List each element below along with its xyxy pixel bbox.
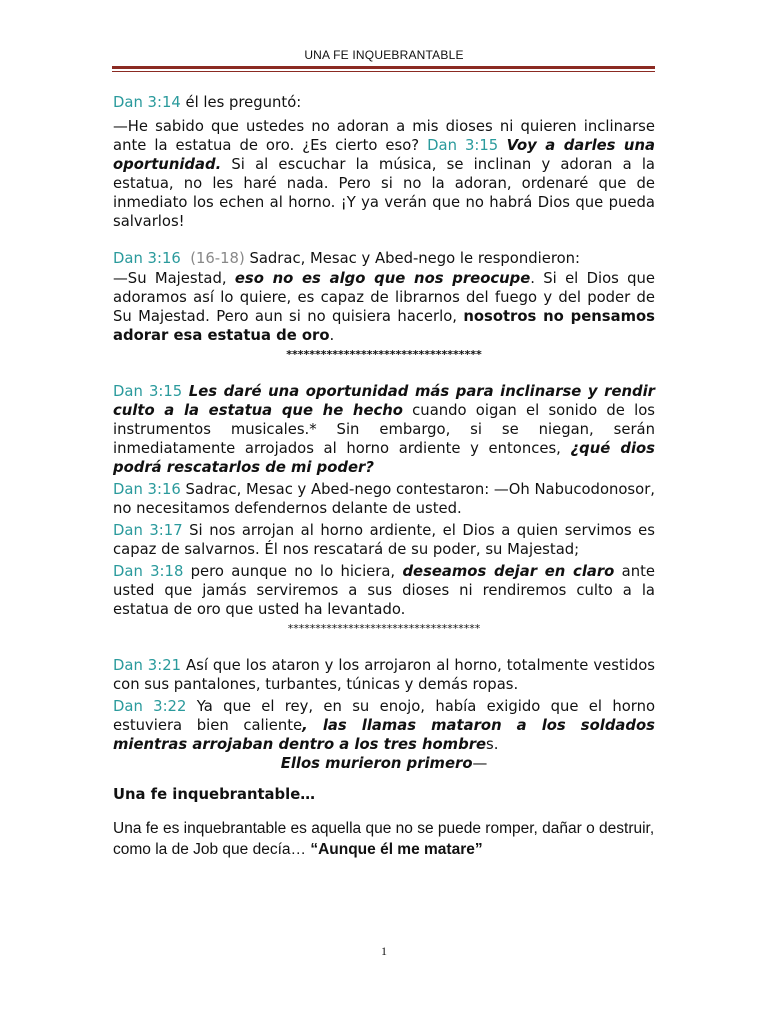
text: Una fe es inquebrantable es aquella que no se puede romper, dañar o destruir, como la de Job que decía… bbox=[113, 820, 655, 858]
separator-stars: ********************************** bbox=[286, 348, 482, 361]
header-rule-thick bbox=[112, 66, 655, 69]
emphasis: Voy a darles una oportunidad. bbox=[113, 137, 655, 173]
verse-ref: Dan 3:15 bbox=[427, 137, 499, 154]
emphasis: “Aunque él me matare” bbox=[310, 841, 483, 858]
paragraph-dan-3-16 bbox=[113, 249, 655, 268]
paragraph-king-speech bbox=[113, 117, 655, 231]
text: Si nos arrojan al horno ardiente, el Dios a quien servimos es capaz de salvarnos. Él nos rescatará de su poder, su Majestad; bbox=[113, 522, 655, 558]
paragraph-final bbox=[113, 818, 655, 860]
page-number: 1 bbox=[381, 944, 387, 958]
paragraph-dan-3-17 bbox=[113, 521, 655, 559]
verse-ref: Dan 3:21 bbox=[113, 657, 182, 674]
emphasis: nosotros no pensamos adorar esa estatua de oro bbox=[113, 308, 655, 344]
paragraph-dan-3-21 bbox=[113, 656, 655, 694]
emphasis: ¿qué dios podrá rescatarlos de mi poder? bbox=[113, 440, 655, 476]
text: s. bbox=[486, 736, 499, 753]
text: . Si el Dios que adoramos así lo quiere, es capaz de librarnos del fuego y del poder de Su Majestad. Pero aun si no quisiera hacerlo, bbox=[113, 270, 655, 325]
verse-ref: Dan 3:16 bbox=[113, 250, 181, 267]
text: —He sabido que ustedes no adoran a mis dioses ni quieren inclinarse ante la estatua de oro. ¿Es cierto eso? bbox=[113, 118, 655, 154]
text: Sadrac, Mesac y Abed-nego le respondieron: bbox=[244, 250, 581, 267]
emphasis: eso no es algo que nos preocupe bbox=[234, 270, 531, 287]
text: ante usted que jamás serviremos a sus dioses ni rendiremos culto a la estatua de oro que usted ha levantado. bbox=[113, 563, 656, 618]
text: Así que los ataron y los arrojaron al horno, totalmente vestidos con sus pantalones, turbantes, túnicas y demás ropas. bbox=[113, 657, 655, 693]
text: Si al escuchar la música, se inclinan y adoran a la estatua, no les haré nada. Pero si no la adoran, ordenaré que de inmediato los echen al horno. ¡Y ya verán que no habrá Dios que pueda salvarlos! bbox=[113, 156, 655, 230]
emphasis: Ellos murieron primero bbox=[280, 755, 473, 772]
paragraph-answer bbox=[113, 269, 655, 345]
header-rule-thin bbox=[112, 71, 655, 72]
emphasis: deseamos dejar en claro bbox=[402, 563, 615, 580]
paragraph-dan-3-18 bbox=[113, 562, 655, 619]
paragraph-dan-3-14 bbox=[113, 93, 655, 112]
text: . bbox=[329, 327, 335, 344]
text: —Su Majestad, bbox=[113, 270, 235, 287]
verse-ref: Dan 3:22 bbox=[113, 698, 187, 715]
verse-ref: Dan 3:16 bbox=[113, 481, 181, 498]
page-header-title: UNA FE INQUEBRANTABLE bbox=[304, 48, 464, 62]
verse-range: (16-18) bbox=[190, 250, 245, 267]
separator-stars: *********************************** bbox=[287, 622, 481, 635]
verse-ref: Dan 3:17 bbox=[113, 522, 183, 539]
document-body bbox=[113, 93, 655, 860]
paragraph-dan-3-16b bbox=[113, 480, 655, 518]
emphasis: Les daré una oportunidad más para inclinarse y rendir culto a la estatua que he hecho bbox=[113, 383, 655, 419]
paragraph-died-first bbox=[113, 754, 655, 773]
verse-ref: Dan 3:18 bbox=[113, 563, 184, 580]
text: pero aunque no lo hiciera, bbox=[183, 563, 403, 580]
emphasis: , las llamas mataron a los soldados mientras arrojaban dentro a los tres hombre bbox=[113, 717, 655, 753]
paragraph-dan-3-22 bbox=[113, 697, 655, 754]
verse-ref: Dan 3:14 bbox=[113, 94, 181, 111]
text: Ya que el rey, en su enojo, había exigido que el horno estuviera bien caliente bbox=[113, 698, 656, 734]
text: cuando oigan el sonido de los instrumentos musicales.* Sin embargo, si se niegan, serán inmediatamente arrojados al horno ardiente y entonces, bbox=[113, 402, 655, 457]
text: Sadrac, Mesac y Abed-nego contestaron: —Oh Nabucodonosor, no necesitamos defendernos delante de usted. bbox=[113, 481, 655, 517]
paragraph-dan-3-15 bbox=[113, 382, 655, 477]
verse-ref: Dan 3:15 bbox=[113, 383, 183, 400]
text: él les preguntó: bbox=[180, 94, 302, 111]
section-heading: Una fe inquebrantable… bbox=[113, 786, 316, 803]
dash: — bbox=[472, 755, 488, 772]
